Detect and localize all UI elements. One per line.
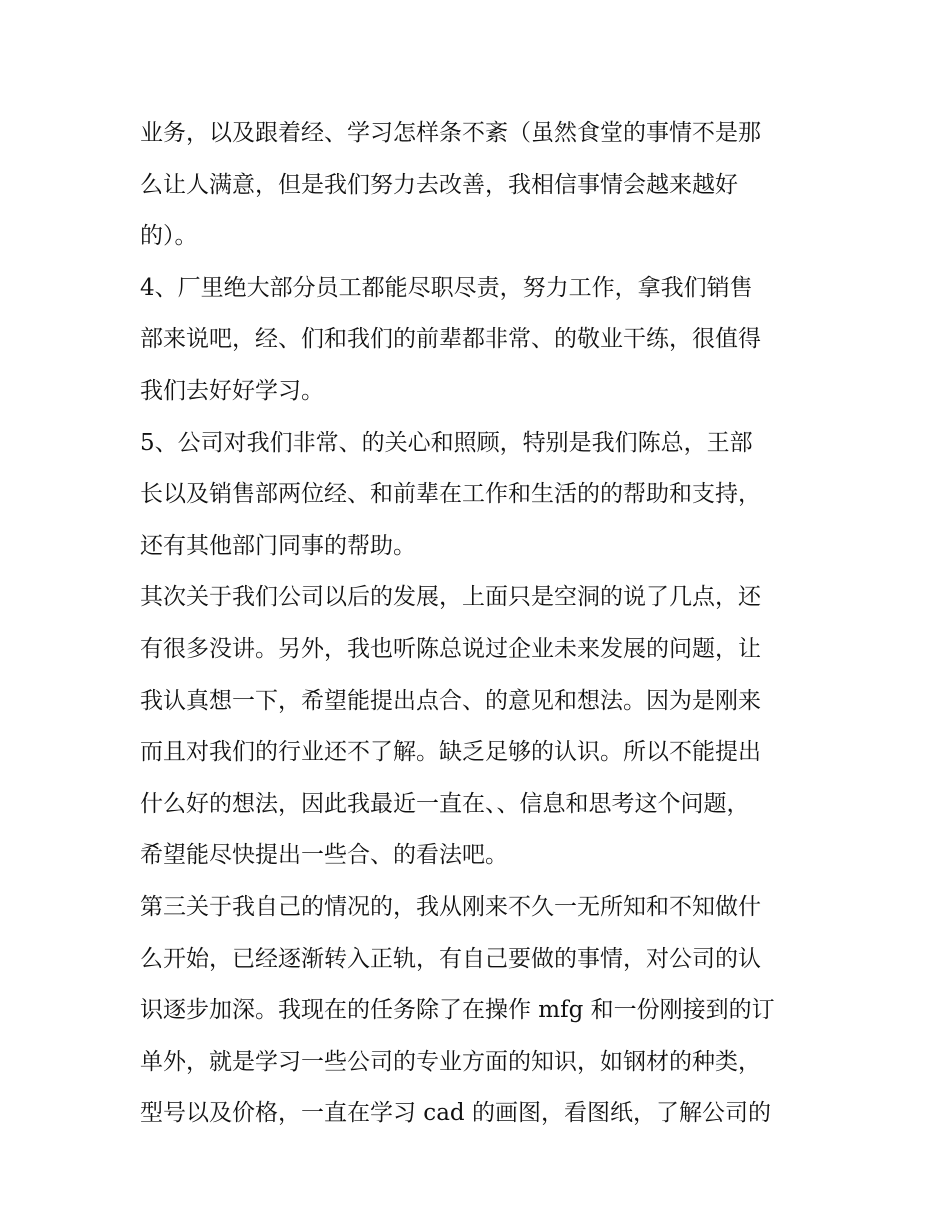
- text-line: 么让人满意，但是我们努力去改善，我相信事情会越来越好: [140, 171, 738, 198]
- text-line: 业务，以及跟着经、学习怎样条不紊（虽然食堂的事情不是那: [140, 120, 761, 146]
- text-line: 什么好的想法，因此我最近一直在、、信息和思考这个问题，: [140, 790, 750, 817]
- text-line: 单外，就是学习一些公司的专业方面的知识，如钢材的种类，: [140, 1048, 761, 1075]
- text-line: 有很多没讲。另外，我也听陈总说过企业未来发展的问题，让: [140, 635, 761, 662]
- text-line: 么开始，已经逐渐转入正轨，有自己要做的事情，对公司的认: [140, 945, 761, 972]
- text-line: 识逐步加深。我现在的任务除了在操作 mfg 和一份刚接到的订: [140, 997, 775, 1024]
- text-line: 我们去好好学习。: [140, 377, 324, 404]
- text-line: 而且对我们的行业还不了解。缺乏足够的认识。所以不能提出: [140, 739, 761, 766]
- text-line: 4、厂里绝大部分员工都能尽职尽责，努力工作，拿我们销售: [140, 274, 753, 301]
- text-line: 的）。: [140, 223, 198, 250]
- text-line: 部来说吧，经、们和我们的前辈都非常、的敬业干练，很值得: [140, 326, 761, 353]
- text-line: 第三关于我自己的情况的，我从刚来不久一无所知和不知做什: [140, 893, 761, 920]
- text-line: 其次关于我们公司以后的发展，上面只是空洞的说了几点，还: [140, 584, 761, 611]
- body-text: [140, 108, 820, 1140]
- text-line: 希望能尽快提出一些合、的看法吧。: [140, 842, 508, 869]
- text-line: 还有其他部门同事的帮助。: [140, 532, 416, 559]
- text-line: 5、公司对我们非常、的关心和照顾，特别是我们陈总，王部: [140, 429, 753, 456]
- text-line: 我认真想一下，希望能提出点合、的意见和想法。因为是刚来: [140, 687, 761, 714]
- text-line: 型号以及价格，一直在学习 cad 的画图，看图纸，了解公司的: [140, 1100, 771, 1127]
- text-line: 长以及销售部两位经、和前辈在工作和生活的的帮助和支持，: [140, 481, 761, 508]
